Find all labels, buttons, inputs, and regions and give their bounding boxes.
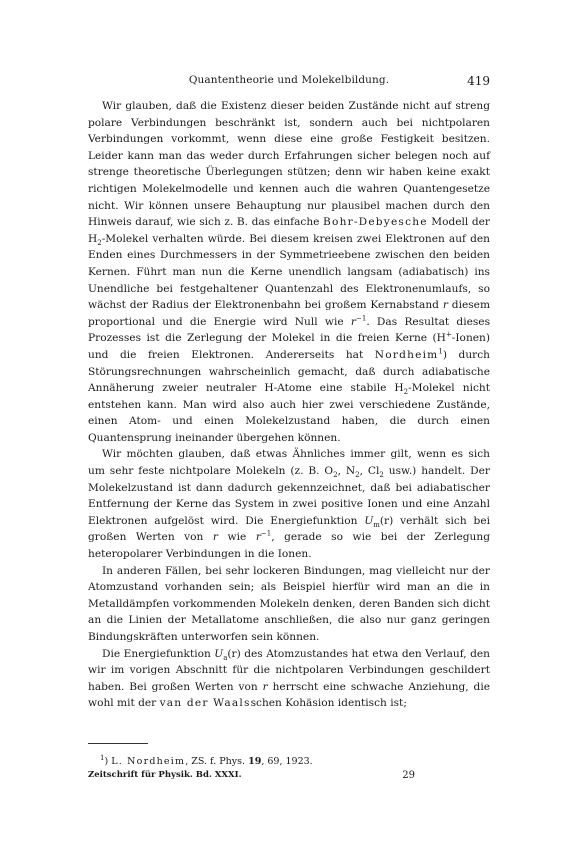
running-title: Quantentheorie und Molekelbildung. [188,74,390,86]
page-footer [88,770,490,780]
paragraph-4: Die Energiefunktion $U_a(r)$ des Atomzustandes hat etwa den Verlauf, den wir im vorigen Abschnitt für die nichtpolaren Verbindungen geschildert haben. Bei großen Werten von r herrscht eine schwache Anziehung, die wohl mit der van der Waalsschen Kohäsion identisch ist; [88,647,491,710]
paragraph-2: Wir möchten glauben, daß etwas Ähnliches immer gilt, wenn es sich um sehr feste nichtpolare Molekeln (z. B. $O_2$, $N_2$, $Cl_2$ usw.) handelt. Der Molekelzustand ist dann dadurch gekennzeichnet, daß bei adiabatischer Entfernung der Kerne das System in zwei positive Ionen und eine Anzahl Elektronen aufgelöst wird. Die Energiefunktion $U_m(r)$ verhält sich bei großen Werten von r wie $r^{-1}$, gerade so wie bei der Zerlegung heteropolarer Verbindungen in die Ionen. [88,448,490,561]
footnote-ref[interactable]: 1 [438,347,443,356]
body-text [88,98,490,712]
paragraph-1: Wir glauben, daß die Existenz dieser beiden Zustände nicht auf streng polare Verbindungen beschränkt ist, sondern auch bei nichtpolaren Verbindungen vorkommt, wenn diese eine große Festigkeit besitzen. Leider kann man das weder durch Erfahrungen sicher belegen noch auf strenge theoretische Überlegungen stützen; denn wir haben keine exakt richtigen Molekelmodelle und kennen auch die wahren Quantengesetze nicht. Wir können unsere Behauptung nur plausibel machen durch den Hinweis darauf, wie sich z. B. das einfache Bohr-Debyesche Modell der $H_2$-Molekel verhalten würde. Bei diesem kreisen zwei Elektronen auf den Enden eines Durchmessers in der Symmetrieebene zwischen den beiden Kernen. Führt man nun die Kerne unendlich langsam (adiabatisch) ins Unendliche bei festgehaltener Quantenzahl des Elektronenumlaufs, so wächst der Radius der Elektronenbahn bei großem Kernabstand r diesem proportional und die Energie wird Null wie $r^{-1}$. Das Resultat dieses Prozesses ist die Zerlegung der Molekel in die freien Kerne (H+-Ionen) und die freien Elektronen. Andererseits hat Nordheim$^1$) durch Störungsrechnungen wahrscheinlich gemacht, daß durch adiabatische Annäherung zweier neutraler H-Atome eine stabile $H_2$-Molekel nicht entstehen kann. Man wird also auch hier zwei verschiedene Zustände, einen Atom- und einen Molekelzustand haben, die durch einen Quantensprung ineinander übergehen können. [88,100,491,444]
footnote-separator [88,743,148,744]
signature-mark: 29 [402,770,415,781]
page-number: 419 [467,74,490,88]
running-header [88,74,490,90]
journal-line: Zeitschrift für Physik. Bd. XXXI. [88,770,242,780]
paragraph-3: In anderen Fällen, bei sehr lockeren Bindungen, mag vielleicht nur der Atomzustand vorhanden sein; als Beispiel hierfür wird man an die in Metalldämpfen vorkommenden Molekeln denken, deren Banden sich dicht an die Linien der Metallatome anschließen, die also nur ganz geringen Bindungskräften unterworfen sein können. [88,564,490,643]
footnote: $^1$) L. Nordheim, ZS. f. Phys. 19, 69, 1923. [100,753,313,767]
